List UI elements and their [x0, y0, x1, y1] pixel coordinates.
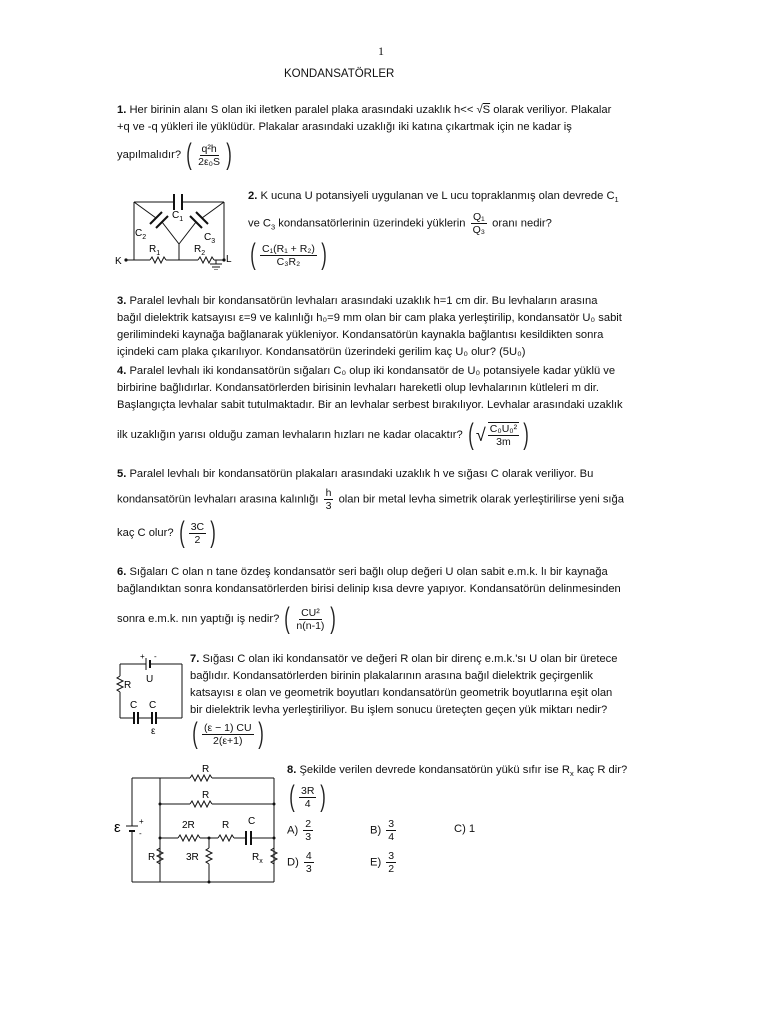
label-c2: $C_2$ — [135, 228, 147, 241]
q1-line-3: yapılmalıdır? ( $\frac{\text{q²h}}{\text{2ε₀S}}$ ) — [117, 140, 652, 170]
q5-answer: ( $\frac{3C}{2}$ ) — [177, 518, 218, 548]
q8-label-r-mid: R — [202, 790, 210, 801]
q8-answer: ( $\frac{3R}{4}$ ) — [287, 782, 328, 812]
q1-answer: ( $\frac{\text{q²h}}{\text{2ε₀S}}$ ) — [184, 140, 234, 170]
q4-line-2: birbirine bağlıdırlar. Kondansatörlerden birisinin levhaları hareketli olup levhalarının kütleleri m dir. — [117, 382, 599, 394]
q7-line-2: bağlıdır. Kondansatörlerden birinin plakalarının arasına bağıl dielektrik geçirgenlik — [190, 670, 593, 682]
q3-line-2: bağıl dielektrik katsayısı ε=9 ve kalınlığı h₀=9 mm olan bir cam plaka yerleştirilip, kondansatör U₀ sabit — [117, 312, 622, 324]
q7-label-c2: C — [149, 700, 157, 711]
q7-answer: ( $\frac{(\varepsilon - 1) CU}{2(\varepsilon+1)}$ ) — [190, 719, 266, 749]
q4-answer: ( √ $\frac{\text{C₀U₀²}}{3m}$ ) — [466, 420, 531, 450]
q1-line-2: +q ve -q yükleri ile yüklüdür. Plakalar arasındaki uzaklığı iki katına çıkartmak için ne kadar iş — [117, 121, 572, 133]
q8-label-r-left: R — [148, 852, 156, 863]
q3-line-1: 3. Paralel levhalı bir kondansatörün levhaları arasındaki uzaklık h=1 cm dir. Bu levhaların arasına — [117, 295, 598, 307]
q8-node-1 — [159, 803, 162, 806]
q5-line-1: 5. Paralel levhalı bir kondansatörün plakaları arasındaki uzaklık h ve sığası C olarak veriliyor. Bu — [117, 468, 594, 480]
label-l: L — [226, 254, 232, 265]
q3-line-3: gerilimindeki kaynağa bağlanarak yükleniyor. Kondansatörün kaynakla bağlantısı kesildikten sonra — [117, 329, 604, 341]
page-number: 1 — [378, 44, 384, 58]
question-4 — [117, 363, 652, 450]
q7-label-eps: ε — [151, 726, 156, 736]
q8-plus: + — [139, 817, 144, 826]
q5-thickness-fraction: $\frac{h}{3}$ — [325, 487, 332, 512]
q2-ratio: $\frac{\text{Q₁}}{\text{Q₃}}$ — [472, 211, 486, 237]
q7-line-4: bir dielektrik levha yerleştiriliyor. Bu işlem sonucu üreteçten geçen yük miktarı nedir? — [190, 704, 608, 716]
q7-plus: + — [140, 652, 145, 661]
label-k: K — [115, 256, 122, 267]
q4-line-4: ilk uzaklığın yarısı olduğu zaman levhaların hızları ne kadar olacaktır? ( √ $\frac{\text{C₀U₀²}}{3m}$ ) — [117, 420, 652, 450]
q8-answer-line — [287, 782, 657, 812]
q8-label-rx: $R_x$ — [252, 852, 263, 865]
q8-label-r-inner: R — [222, 820, 230, 831]
q6-line-2: bağlandıktan sonra kondansatörlerden birisi delinip kısa devre yapıyor. Kondansatörün delinmesinden — [117, 583, 621, 595]
label-r1: $R_1$ — [149, 244, 161, 257]
q8-label-r-top: R — [202, 764, 210, 775]
q4-line-3: Başlangıçta levhalar sabit tutulmaktadır. Bir an levhalar serbest bırakılıyor. Levhalar arasındaki uzaklık — [117, 399, 623, 411]
q3-line-4: içindeki cam plaka çıkarılıyor. Kondansatörün üzerindeki gerilim kaç U₀ olur? (5U₀) — [117, 346, 526, 358]
q7-line-1: 7. Sığası C olan iki kondansatör ve değeri R olan bir direnç e.m.k.'sı U olan bir üretece — [190, 653, 618, 665]
q6-line-1: 6. Sığaları C olan n tane özdeş kondansatör seri bağlı olup değeri U olan sabit e.m.k. lı bir kaynağa — [117, 566, 608, 578]
q8-option-e[interactable]: E) $\frac{3}{2}$ — [370, 850, 395, 875]
page-title: KONDANSATÖRLER — [284, 68, 395, 80]
q8-label-2r: 2R — [182, 820, 195, 831]
question-7 — [190, 651, 652, 749]
q8-label-eps: ε — [114, 819, 121, 836]
q7-label-r: R — [124, 680, 132, 691]
q5-line-3: kaç C olur? ( $\frac{3C}{2}$ ) — [117, 518, 652, 548]
q6-answer: ( $\frac{\text{CU²}}{n(n-1)}$ ) — [282, 604, 338, 634]
q8-option-b[interactable]: B) $\frac{3}{4}$ — [370, 818, 395, 843]
label-c3: $C_3$ — [204, 232, 216, 245]
q1-line-1: 1. Her birinin alanı S olan iki iletken paralel plaka arasındaki uzaklık h<< √S olarak veriliyor. Plakalar — [117, 104, 612, 116]
q8-line-1: 8. Şekilde verilen devrede kondansatörün yükü sıfır ise $R_x$ kaç R dir? — [287, 764, 628, 779]
question-6 — [117, 564, 652, 634]
q2-line-2: ve $C_3$ kondansatörlerinin üzerindeki yüklerin $\frac{\text{Q₁}}{\text{Q₃}}$ oranı nedir? — [248, 211, 552, 237]
question-1 — [117, 102, 652, 170]
q4-line-1: 4. Paralel levhalı iki kondansatörün sığaları C₀ olup iki kondansatör de U₀ potansiyele kadar yüklü ve — [117, 365, 616, 377]
node-k — [124, 258, 127, 261]
q6-line-3: sonra e.m.k. nın yaptığı iş nedir? ( $\frac{\text{CU²}}{n(n-1)}$ ) — [117, 604, 652, 634]
q8-node-6 — [208, 881, 211, 884]
q2-answer-line — [248, 240, 653, 270]
question-5 — [117, 466, 652, 548]
q8-minus: - — [139, 829, 142, 838]
q7-minus: - — [154, 652, 157, 661]
q7-circuit-diagram — [112, 650, 188, 736]
q5-line-2: kondansatörün levhaları arasına kalınlığı $\frac{h}{3}$ olan bir metal levha simetrik olarak yerleştirilirse yeni sığa — [117, 487, 624, 512]
q7-line-3: katsayısı ε olan ve geometrik boyutları kondansatörün geometrik boyutlarına eşit olan — [190, 687, 613, 699]
q8-node-2 — [273, 803, 276, 806]
q8-label-3r: 3R — [186, 852, 199, 863]
question-8 — [287, 762, 657, 812]
q7-label-c1: C — [130, 700, 138, 711]
q8-circuit-diagram — [112, 762, 287, 886]
q2-answer: ( $\frac{\text{C₁(R₁ + R₂)}}{\text{C₃R₂}}$ ) — [248, 240, 329, 270]
q8-label-c: C — [248, 816, 256, 827]
q8-node-4 — [208, 837, 211, 840]
q7-label-u: U — [146, 674, 154, 685]
question-2 — [248, 188, 653, 270]
q8-option-c[interactable]: C) 1 — [454, 823, 476, 835]
label-c1: $C_1$ — [172, 210, 184, 223]
question-3 — [117, 293, 652, 361]
q8-option-a[interactable]: A) $\frac{2}{3}$ — [287, 818, 312, 843]
q8-node-3 — [159, 837, 162, 840]
label-r2: $R_2$ — [194, 244, 206, 257]
q7-answer-line — [190, 719, 652, 749]
q8-option-d[interactable]: D) $\frac{4}{3}$ — [287, 850, 312, 875]
q2-circuit-diagram — [112, 188, 247, 270]
q2-line-1: 2. K ucuna U potansiyeli uygulanan ve L ucu topraklanmış olan devrede $C_1$ — [248, 190, 619, 205]
q8-node-5 — [273, 837, 276, 840]
